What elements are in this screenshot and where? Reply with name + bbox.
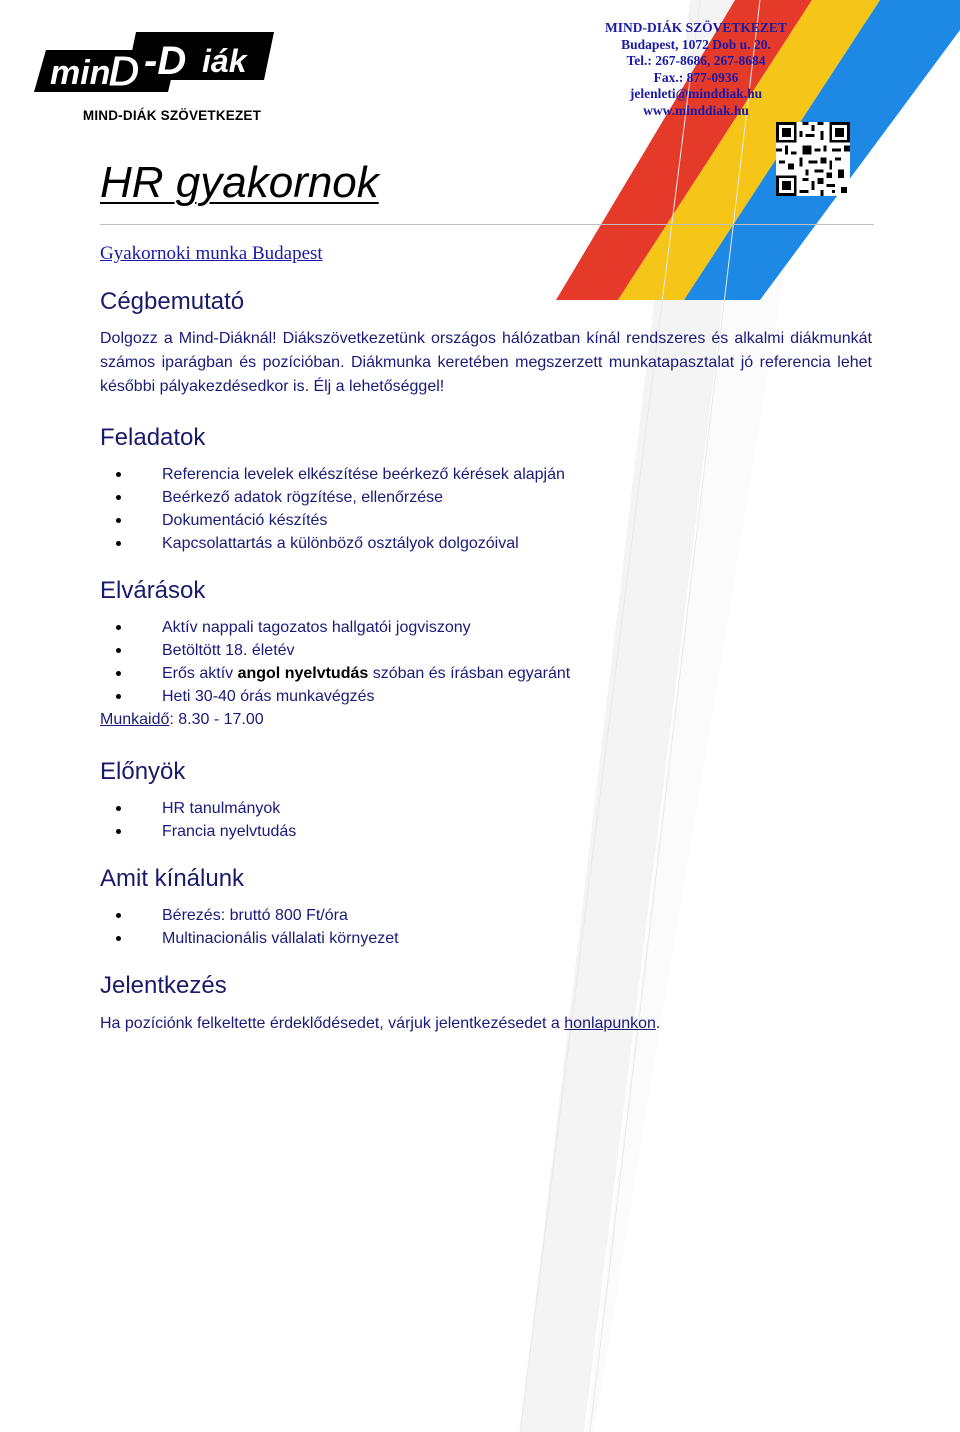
contact-phone: Tel.: 267-8686, 267-8684 xyxy=(626,53,766,68)
tasks-list xyxy=(100,463,565,555)
bullet-icon xyxy=(116,806,121,811)
offer-list xyxy=(100,904,399,950)
logo-mark xyxy=(28,22,280,112)
list-item xyxy=(100,662,570,685)
list-item xyxy=(100,927,399,950)
bullet-icon xyxy=(116,472,121,477)
list-item xyxy=(100,820,296,843)
list-item xyxy=(100,639,570,662)
company-description: Dolgozz a Mind-Diáknál! Diákszövetkezetünk országos hálózatban kínál rendszeres és alkalmi diákmunkát számos iparágban és pozícióban. Diákmunka keretében megszerzett munkatapasztalat jó referencia lehet későbbi pályakezdésedkor is. Élj a lehetőséggel! xyxy=(100,330,872,395)
worktime-line xyxy=(100,708,264,732)
apply-text-after: . xyxy=(655,1015,661,1032)
bullet-icon xyxy=(116,829,121,834)
list-item xyxy=(100,616,570,639)
svg-text:D: D xyxy=(108,47,140,96)
svg-text:iák: iák xyxy=(202,43,247,79)
requirements-heading: Elvárások xyxy=(100,577,206,604)
bullet-icon xyxy=(116,518,121,523)
requirements-list xyxy=(100,616,570,708)
contact-website[interactable]: www.minddiak.hu xyxy=(643,102,749,118)
contact-block xyxy=(588,20,804,119)
contact-email[interactable]: jelenleti@minddiak.hu xyxy=(629,86,763,101)
list-item xyxy=(100,904,399,927)
list-item xyxy=(100,486,565,509)
apply-link[interactable]: honlapunkon xyxy=(564,1015,656,1032)
list-item xyxy=(100,509,565,532)
list-item xyxy=(100,463,565,486)
bullet-icon xyxy=(116,541,121,546)
company-logo xyxy=(28,22,280,132)
advantages-list xyxy=(100,797,296,843)
offer-text: Bérezés: bruttó 800 Ft/óra xyxy=(162,907,348,924)
svg-text:-D: -D xyxy=(144,39,187,83)
company-heading: Cégbemutató xyxy=(100,288,245,315)
task-text: Beérkező adatok rögzítése, ellenőrzése xyxy=(162,489,444,506)
bullet-icon xyxy=(116,671,121,676)
list-item xyxy=(100,797,296,820)
logo-caption: MIND-DIÁK SZÖVETKEZET xyxy=(82,108,262,123)
offer-text: Multinacionális vállalati környezet xyxy=(162,930,399,947)
requirement-lang-suffix: szóban és írásban egyaránt xyxy=(368,665,571,682)
bullet-icon xyxy=(116,913,121,918)
title-divider xyxy=(100,224,874,225)
bullet-icon xyxy=(116,694,121,699)
requirement-lang-prefix: Erős aktív xyxy=(162,665,238,682)
list-item xyxy=(100,532,565,555)
bullet-icon xyxy=(116,648,121,653)
task-text: Referencia levelek elkészítése beérkező kérések alapján xyxy=(162,466,565,483)
page-title: HR gyakornok xyxy=(100,158,379,207)
advantage-text: HR tanulmányok xyxy=(162,800,281,817)
tasks-heading: Feladatok xyxy=(100,424,206,451)
apply-text-before: Ha pozíciónk felkeltette érdeklődésedet, várjuk jelentkezésedet a xyxy=(100,1015,565,1032)
requirement-text: Aktív nappali tagozatos hallgatói jogviszony xyxy=(162,619,471,636)
bullet-icon xyxy=(116,495,121,500)
apply-text xyxy=(100,1012,660,1036)
offer-heading: Amit kínálunk xyxy=(100,865,245,892)
requirement-text: Betöltött 18. életév xyxy=(162,642,295,659)
advantages-heading: Előnyök xyxy=(100,758,186,785)
worktime-label: Munkaidő xyxy=(100,711,170,728)
task-text: Kapcsolattartás a különböző osztályok dolgozóival xyxy=(162,535,519,552)
advantage-text: Francia nyelvtudás xyxy=(162,823,297,840)
bullet-icon xyxy=(116,936,121,941)
apply-heading: Jelentkezés xyxy=(100,972,227,999)
contact-address: Budapest, 1072 Dob u. 20. xyxy=(621,36,771,52)
bullet-icon xyxy=(116,625,121,630)
qr-code-icon xyxy=(776,122,850,196)
svg-text:min: min xyxy=(50,54,111,92)
job-subtitle-link[interactable]: Gyakornoki munka Budapest xyxy=(100,243,323,264)
contact-company: MIND-DIÁK SZÖVETKEZET xyxy=(605,20,787,35)
list-item xyxy=(100,685,570,708)
task-text: Dokumentáció készítés xyxy=(162,512,328,529)
requirement-lang-bold: angol nyelvtudás xyxy=(237,665,369,682)
contact-fax: Fax.: 877-0936 xyxy=(653,69,739,85)
requirement-text: Heti 30-40 órás munkavégzés xyxy=(162,688,375,705)
worktime-value: : 8.30 - 17.00 xyxy=(169,711,264,728)
